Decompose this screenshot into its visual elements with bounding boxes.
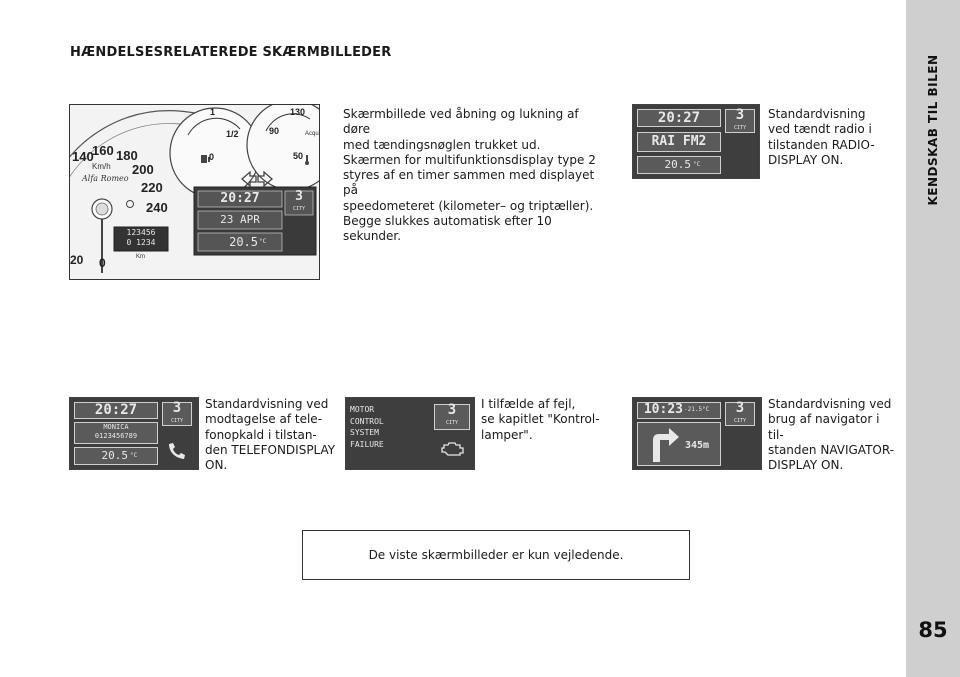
paragraph-navigator-display: Standardvisning ved brug af navigator i til- standen NAVIGATOR- DISPLAY ON. bbox=[768, 397, 895, 473]
temp-label: Acqu bbox=[305, 131, 319, 137]
speed-unit: Km/h bbox=[92, 162, 111, 171]
speed-tick-20: 20 bbox=[70, 253, 84, 267]
section-heading: HÆNDELSESRELATEREDE SKÆRMBILLEDER bbox=[70, 45, 392, 60]
speed-tick-140: 140 bbox=[72, 149, 94, 164]
phone-caller: MONICA bbox=[103, 423, 129, 431]
radio-mode: CITY bbox=[733, 125, 747, 131]
failure-line-3: SYSTEM bbox=[350, 428, 379, 437]
sidebar bbox=[906, 0, 960, 677]
chapter-title-text: KENDSKAB TIL BILEN bbox=[926, 54, 940, 206]
speed-tick-240: 240 bbox=[146, 200, 168, 215]
fuel-tick-full: 1 bbox=[210, 107, 216, 117]
navigator-screen bbox=[632, 397, 762, 470]
navigator-distance: 345m bbox=[684, 440, 710, 451]
navigator-time: 10:23 bbox=[643, 402, 683, 417]
phone-number: 0123456789 bbox=[94, 432, 138, 440]
phone-screen bbox=[69, 397, 199, 470]
cluster-time: 20:27 bbox=[220, 191, 260, 206]
radio-temp-unit: °C bbox=[693, 161, 701, 168]
cluster-temp: 20.5 bbox=[229, 235, 258, 249]
phone-mode: CITY bbox=[170, 418, 184, 424]
radio-screen bbox=[632, 104, 760, 179]
cluster-mode: CITY bbox=[292, 206, 306, 212]
chapter-title bbox=[906, 40, 960, 220]
cluster-temp-unit: °C bbox=[259, 238, 267, 245]
odometer-total: 123456 bbox=[126, 228, 156, 237]
fuel-gauge bbox=[170, 108, 260, 198]
navigator-temp: -21.5°C bbox=[684, 406, 710, 413]
paragraph-phone-display: Standardvisning ved modtagelse af tele- fonopkald i tilstan- den TELEFONDISPLAY ON. bbox=[205, 397, 336, 473]
failure-mode: CITY bbox=[445, 420, 459, 426]
temp-tick-130: 130 bbox=[290, 107, 306, 117]
instrument-cluster-drawing bbox=[70, 105, 320, 280]
failure-line-4: FAILURE bbox=[350, 439, 384, 449]
engine-warning-icon bbox=[440, 440, 466, 458]
odometer-trip: 0 1234 bbox=[126, 238, 156, 247]
disclaimer-text: De viste skærmbilleder er kun vejledende. bbox=[368, 548, 624, 562]
cluster-gear: 3 bbox=[295, 189, 303, 204]
speed-tick-220: 220 bbox=[141, 180, 163, 195]
odometer-unit: Km bbox=[136, 254, 145, 260]
navigator-gear: 3 bbox=[735, 400, 745, 416]
disclaimer-note bbox=[302, 530, 690, 580]
paragraph-door-display: Skærmbillede ved åbning og lukning af døre med tændingsnøglen trukket ud. Skærmen for multifunktionsdisplay type 2 styres af en timer sammen med displayet på speedometeret (kilometer– og triptæller). Begge slukkes automatisk efter 10 sekunder. bbox=[343, 107, 596, 244]
service-icon bbox=[127, 201, 134, 208]
paragraph-failure-display: I tilfælde af fejl, se kapitlet "Kontrol- lamper". bbox=[481, 397, 600, 442]
instrument-cluster bbox=[69, 104, 320, 280]
temp-tick-50: 50 bbox=[293, 151, 304, 161]
engine-failure-screen bbox=[345, 397, 475, 470]
speed-tick-180: 180 bbox=[116, 148, 138, 163]
phone-temp: 20.5 bbox=[101, 449, 128, 462]
failure-line-2: CONTROL bbox=[350, 416, 384, 426]
fuel-tick-half: 1/2 bbox=[226, 129, 239, 139]
phone-handset-icon bbox=[166, 440, 188, 462]
navigator-mode: CITY bbox=[733, 418, 747, 424]
speed-tick-200: 200 bbox=[132, 162, 154, 177]
paragraph-radio-display: Standardvisning ved tændt radio i tilstanden RADIO- DISPLAY ON. bbox=[768, 107, 875, 167]
cluster-date: 23 APR bbox=[220, 213, 260, 226]
phone-temp-unit: °C bbox=[130, 452, 138, 459]
temp-tick-90: 90 bbox=[269, 126, 280, 136]
page-number: 85 bbox=[918, 618, 948, 642]
failure-gear: 3 bbox=[447, 402, 457, 418]
radio-temp: 20.5 bbox=[664, 158, 691, 171]
fuel-tick-empty: 0 bbox=[209, 152, 215, 162]
speed-tick-160: 160 bbox=[92, 143, 114, 158]
brand-logo: Alfa Romeo bbox=[82, 174, 129, 183]
radio-station: RAI FM2 bbox=[651, 134, 707, 149]
phone-time: 20:27 bbox=[94, 402, 138, 418]
radio-gear: 3 bbox=[735, 107, 745, 123]
phone-gear: 3 bbox=[172, 400, 182, 416]
speed-tick-0: 0 bbox=[99, 256, 106, 270]
failure-line-1: MOTOR bbox=[350, 405, 375, 414]
radio-time: 20:27 bbox=[657, 110, 701, 126]
